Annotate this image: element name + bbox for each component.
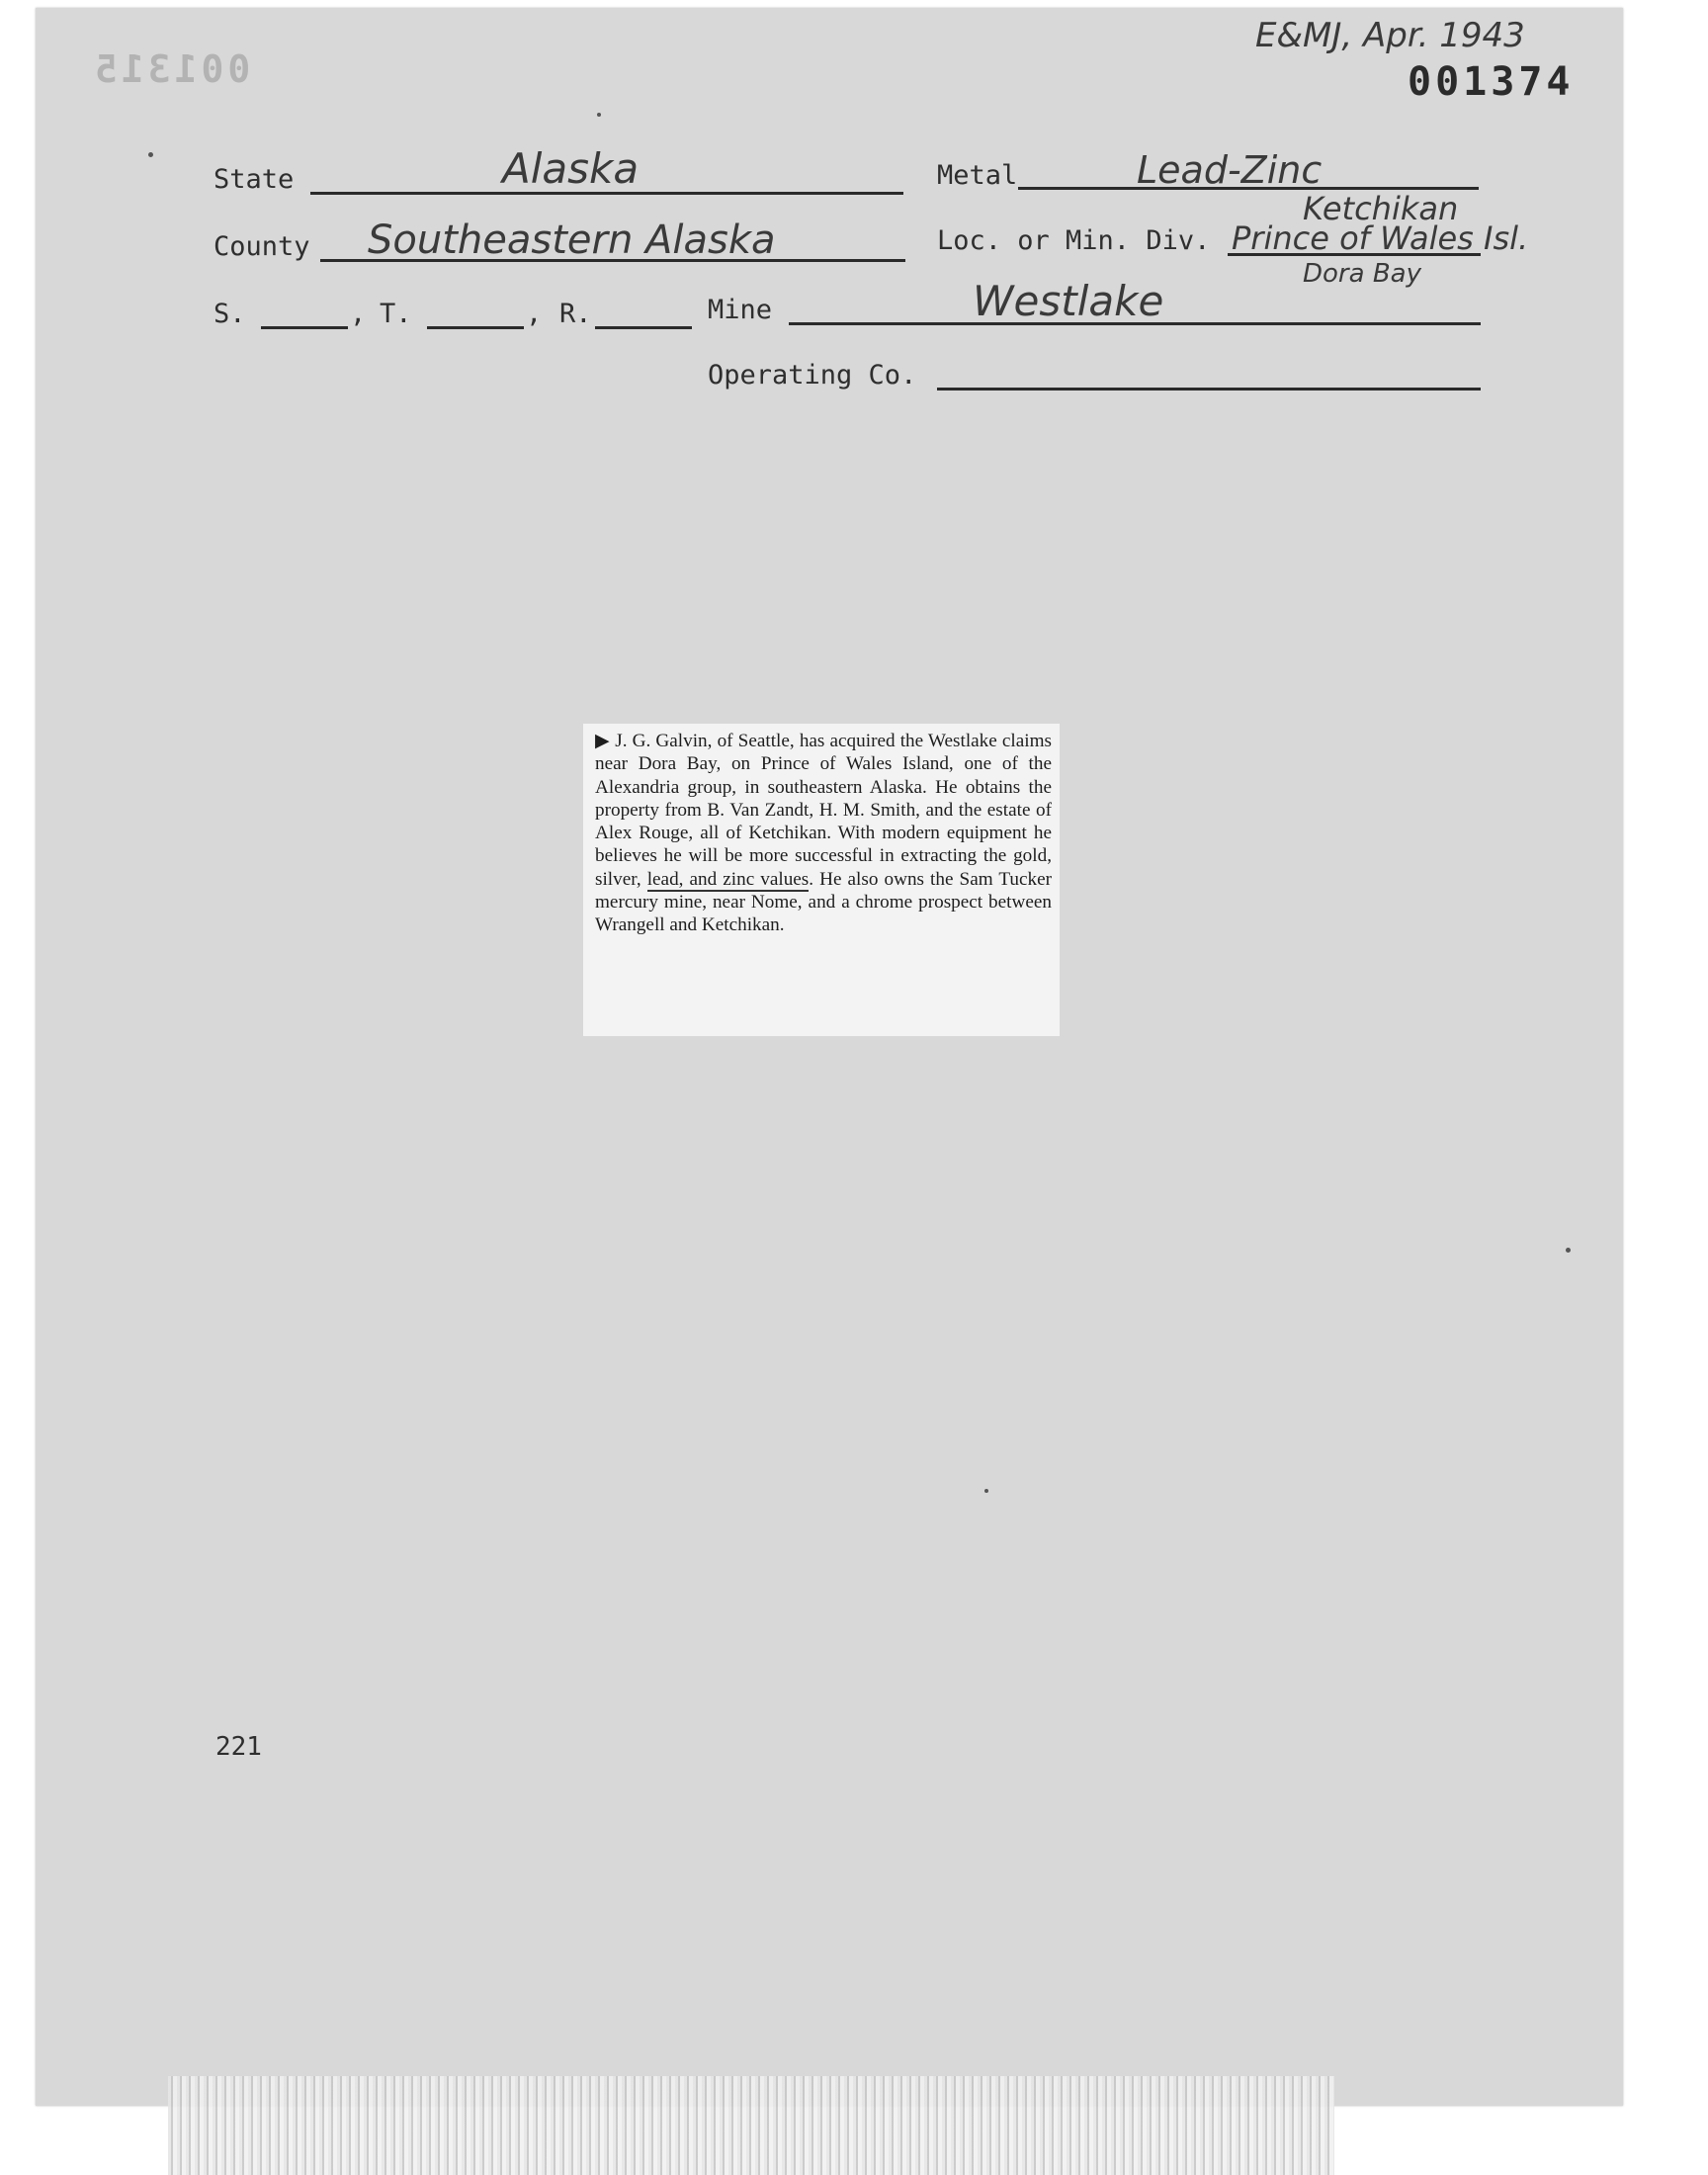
comma-2: , (526, 299, 543, 329)
county-value: Southeastern Alaska (368, 218, 776, 263)
state-label: State (214, 164, 295, 195)
township-line (427, 326, 524, 329)
loc-value-top: Ketchikan (1303, 190, 1459, 227)
clipping-text-start: J. G. Galvin, of Seattle, has acquired the Westlake claims near Dora Bay, on Prince of Wales Island, one of the Alexandria group, in southeastern Alaska. He obtains the property from B. Van Zandt, H. M. Smith, and the estate of Alex Rouge, all of Ketchikan. With modern equipment he believes he will be more successful in extracting the gold, silver, (595, 731, 1052, 890)
loc-value-main: Prince of Wales Isl. (1232, 219, 1529, 257)
speck (984, 1489, 988, 1493)
page-number: 221 (215, 1732, 262, 1762)
metal-value: Lead-Zinc (1137, 148, 1323, 192)
document-number: 001374 (1408, 59, 1575, 105)
metal-label: Metal (937, 160, 1018, 191)
township-label: T. (380, 299, 412, 329)
ghost-document-number: 001315 (91, 47, 251, 91)
operating-label: Operating Co. (708, 360, 917, 391)
mine-value: Westlake (973, 277, 1164, 325)
scan-edge-artifact (168, 2076, 1334, 2175)
news-clipping (583, 724, 1060, 1036)
operating-line (937, 388, 1481, 391)
clipping-marker: ▶ (595, 731, 611, 751)
county-label: County (214, 231, 310, 262)
section-label: S. (214, 299, 246, 329)
clipping-underlined-text: lead, and zinc values (646, 868, 810, 890)
range-line (595, 326, 692, 329)
loc-value-bottom: Dora Bay (1303, 259, 1421, 289)
speck (597, 113, 601, 117)
speck (148, 152, 153, 157)
section-line (261, 326, 348, 329)
mine-label: Mine (708, 295, 773, 325)
comma-1: , (350, 299, 367, 329)
state-value: Alaska (502, 144, 640, 193)
clipping-text-end: . He also owns the Sam Tucker mercury mine, near Nome, and a chrome prospect between Wrangell and Ketchikan. (595, 868, 1052, 936)
loc-label: Loc. or Min. Div. (937, 225, 1211, 256)
range-label: R. (559, 299, 592, 329)
source-note: E&MJ, Apr. 1943 (1255, 16, 1525, 55)
speck (1566, 1248, 1571, 1253)
